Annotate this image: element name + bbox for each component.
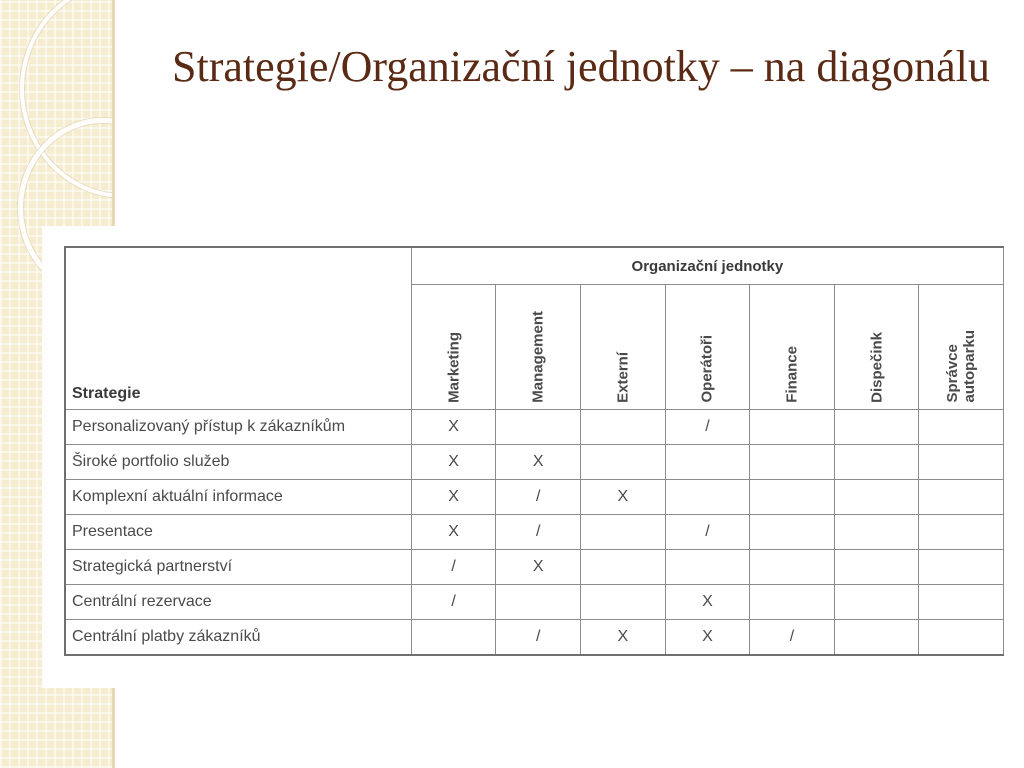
table-cell: X — [581, 480, 666, 515]
table-cell — [834, 445, 919, 480]
table-cell — [834, 480, 919, 515]
table-cell — [581, 550, 666, 585]
table-cell: / — [411, 585, 496, 620]
table-row — [65, 410, 1004, 445]
column-header-label: Dispečink — [868, 332, 886, 403]
table-cell: X — [581, 620, 666, 656]
table-cell: X — [496, 445, 581, 480]
table-cell — [919, 620, 1004, 656]
table-cell — [665, 550, 750, 585]
table-cell — [581, 445, 666, 480]
row-label: Personalizovaný přístup k zákazníkům — [65, 410, 411, 445]
row-label: Presentace — [65, 515, 411, 550]
row-label: Široké portfolio služeb — [65, 445, 411, 480]
table-cell — [581, 515, 666, 550]
table-cell — [750, 410, 835, 445]
table-cell — [665, 445, 750, 480]
table-row — [65, 550, 1004, 585]
table-cell: X — [411, 410, 496, 445]
table-cell — [919, 515, 1004, 550]
group-header-organizacni-jednotky: Organizační jednotky — [411, 247, 1003, 285]
column-header-label: Management — [529, 311, 547, 403]
table-cell — [834, 585, 919, 620]
table-row — [65, 620, 1004, 656]
table-cell — [581, 585, 666, 620]
row-label: Komplexní aktuální informace — [65, 480, 411, 515]
table-cell — [834, 515, 919, 550]
table-cell — [834, 550, 919, 585]
table-cell — [919, 410, 1004, 445]
table-cell — [411, 620, 496, 656]
table-cell: / — [496, 620, 581, 656]
column-header-label: Marketing — [445, 332, 463, 403]
column-header — [665, 285, 750, 410]
table-cell: X — [665, 620, 750, 656]
table-cell: X — [665, 585, 750, 620]
table-cell — [750, 445, 835, 480]
table-cell: X — [496, 550, 581, 585]
column-header — [834, 285, 919, 410]
table-cell — [750, 550, 835, 585]
table-cell: / — [411, 550, 496, 585]
table-cell — [496, 585, 581, 620]
column-header-label: Operátoři — [698, 335, 716, 403]
table-row — [65, 585, 1004, 620]
table-cell: / — [496, 480, 581, 515]
table-cell: X — [411, 515, 496, 550]
column-header — [496, 285, 581, 410]
table-cell — [834, 410, 919, 445]
table-cell — [750, 515, 835, 550]
row-header-strategie: Strategie — [65, 247, 411, 410]
column-header-label: Správce autoparku — [944, 330, 979, 403]
table-row — [65, 445, 1004, 480]
table-cell — [919, 445, 1004, 480]
table-cell — [665, 480, 750, 515]
column-header-label: Externí — [614, 352, 632, 403]
column-header-label: Finance — [783, 346, 801, 403]
table-cell — [919, 585, 1004, 620]
table-cell — [581, 410, 666, 445]
scanned-table-image — [42, 226, 1004, 688]
table-cell — [750, 480, 835, 515]
table-cell: / — [665, 515, 750, 550]
column-header — [411, 285, 496, 410]
table-cell — [919, 550, 1004, 585]
table-cell: / — [496, 515, 581, 550]
column-header — [581, 285, 666, 410]
table-cell — [496, 410, 581, 445]
table-cell: X — [411, 445, 496, 480]
column-header — [919, 285, 1004, 410]
table-cell: / — [665, 410, 750, 445]
row-label: Strategická partnerství — [65, 550, 411, 585]
column-header — [750, 285, 835, 410]
table-body — [65, 410, 1004, 656]
row-label: Centrální platby zákazníků — [65, 620, 411, 656]
table-row — [65, 480, 1004, 515]
slide-title: Strategie/Organizační jednotky – na diagonálu — [172, 42, 990, 91]
row-label: Centrální rezervace — [65, 585, 411, 620]
table-cell — [919, 480, 1004, 515]
table-cell — [834, 620, 919, 656]
table-cell: X — [411, 480, 496, 515]
table-cell: / — [750, 620, 835, 656]
table-row — [65, 515, 1004, 550]
table-cell — [750, 585, 835, 620]
strategy-matrix-table — [64, 246, 1004, 656]
